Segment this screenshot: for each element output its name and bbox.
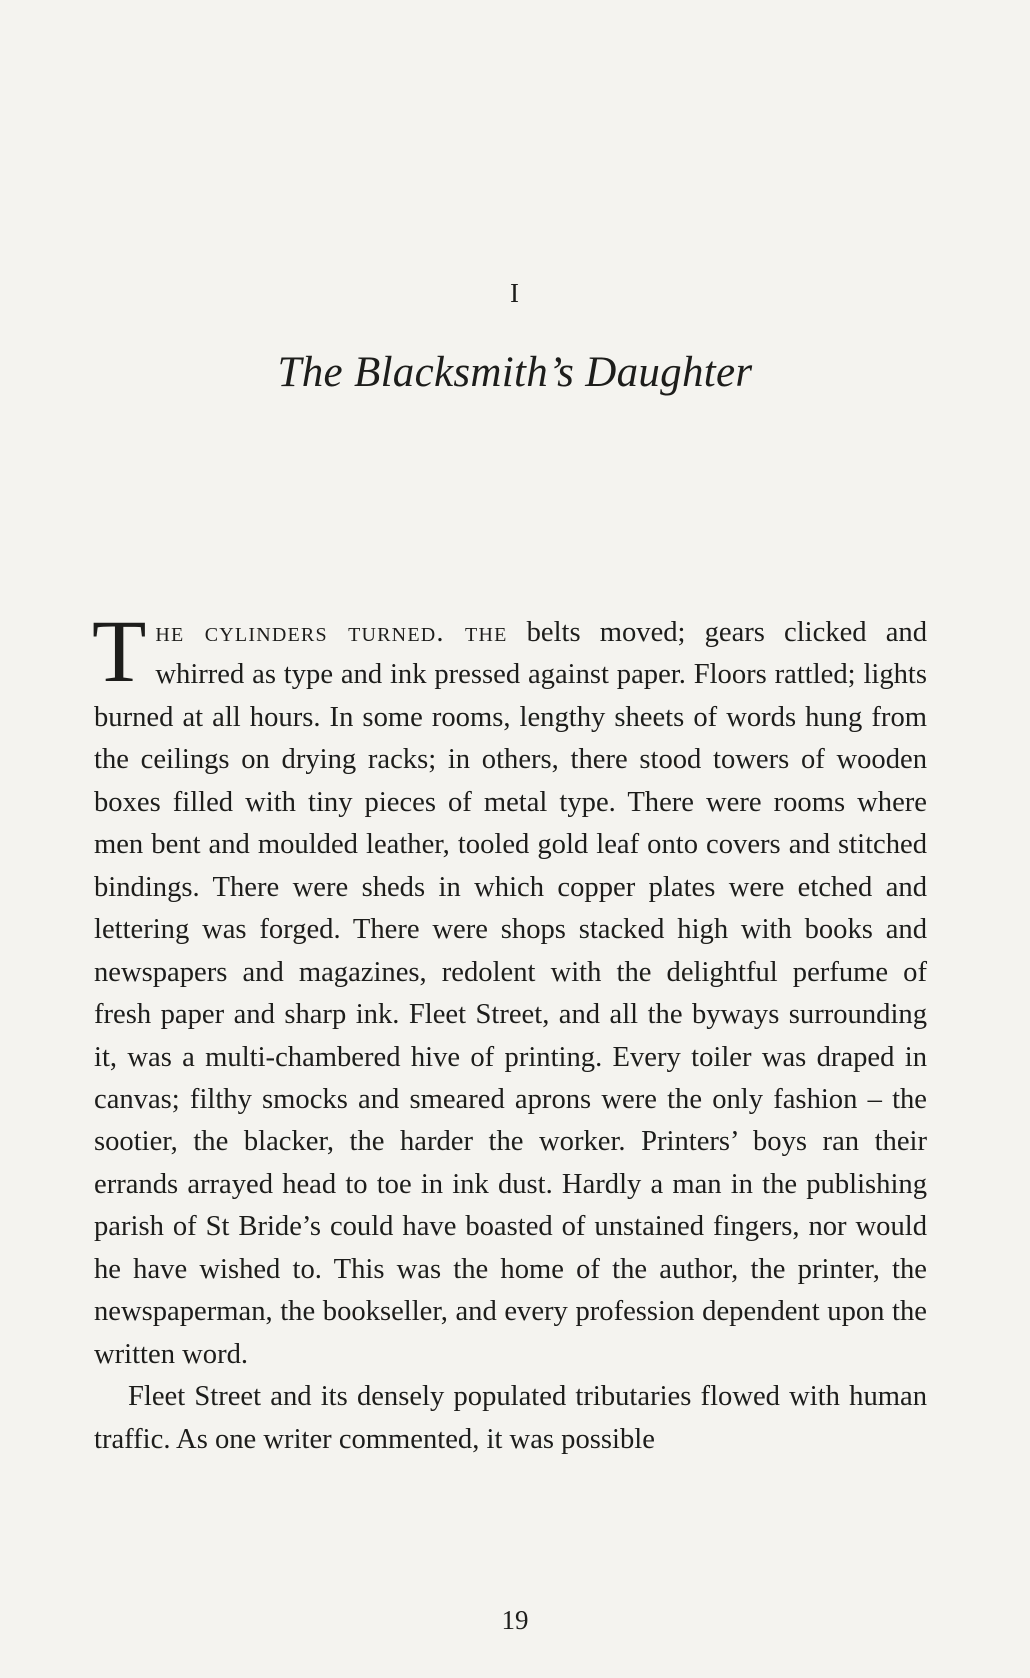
paragraph-1 xyxy=(92,603,927,1376)
opening-small-caps: he cylinders turned. the xyxy=(155,617,508,648)
page-number: 19 xyxy=(501,1605,529,1635)
paragraph-1-text: belts moved; gears clicked and whirred as type and ink pressed against paper. Floors rattled; lights burned at all hours. In some rooms, lengthy sheets of words hung from the ceilings on drying racks; in others, there stood towers of wooden boxes filled with tiny pieces of metal type. There were rooms where men bent and moulded leather, tooled gold leaf onto covers and stitched bindings. There were sheds in which copper plates were etched and lettering was forged. There were shops stacked high with books and newspapers and magazines, redolent with the delightful perfume of fresh paper and sharp ink. Fleet Street, and all the byways surrounding it, was a multi-chambered hive of printing. Every toiler was draped in canvas; filthy smocks and smeared aprons were the only fashion – the sootier, the blacker, the harder the worker. Printers’ boys ran their errands arrayed head to toe in ink dust. Hardly a man in the publishing parish of St Bride’s could have boasted of unstained fingers, nor would he have wished to. This was the home of the author, the printer, the newspaperman, the bookseller, and every profession dependent upon the written word. xyxy=(94,617,927,1370)
chapter-number: I xyxy=(510,278,520,308)
paragraph-2: Fleet Street and its densely populated tributaries flowed with human traffic. As one writer commented, it was possible xyxy=(94,1381,927,1455)
drop-cap: T xyxy=(92,603,147,701)
chapter-title: The Blacksmith’s Daughter xyxy=(277,349,753,396)
body-text xyxy=(92,603,927,1461)
